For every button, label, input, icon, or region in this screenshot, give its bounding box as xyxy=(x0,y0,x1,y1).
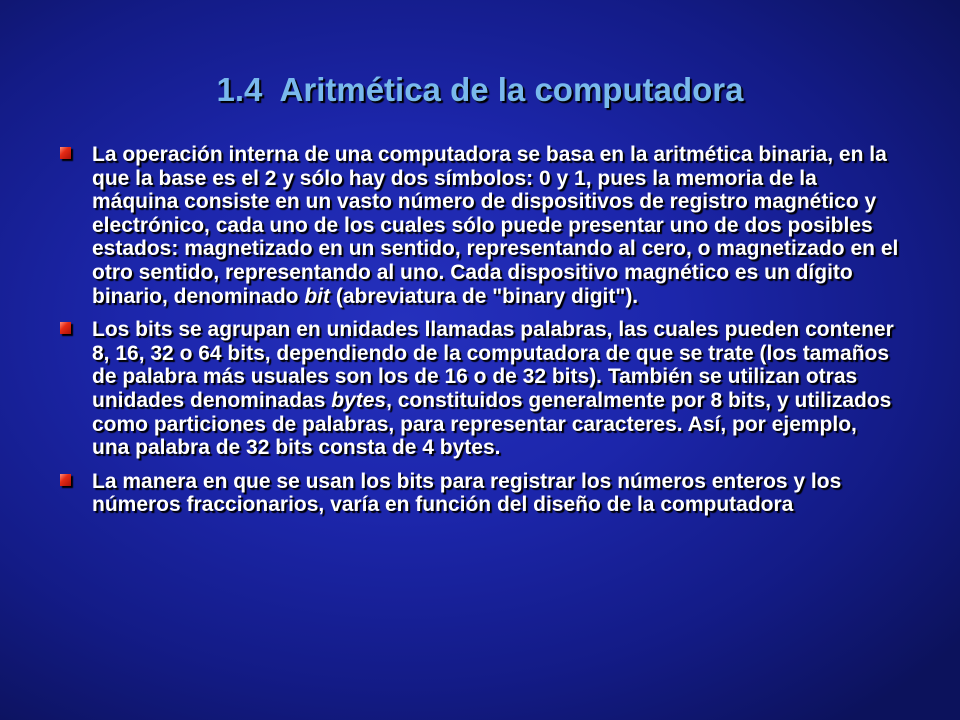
bullet-item xyxy=(60,143,900,308)
bullet-square-icon xyxy=(60,322,71,334)
bullet-item xyxy=(60,318,900,460)
bullet-text: La manera en que se usan los bits para registrar los números enteros y los números fraccionarios, varía en función del diseño de la computadora xyxy=(92,469,842,517)
bullet-item xyxy=(60,470,900,517)
bullet-text: Los bits se agrupan en unidades llamadas palabras, las cuales pueden contener 8, 16, 32 o 64 bits, dependiendo de la computadora de que se trate (los tamaños de palabra más usuales son los de 16 o de 32 bits). También se utilizan otras unidades denominadas bytes, constituidos generalmente por 8 bits, y utilizados como particiones de palabras, para representar caracteres. Así, por ejemplo, una palabra de 32 bits consta de 4 bytes. xyxy=(92,318,894,460)
bullet-text: La operación interna de una computadora se basa en la aritmética binaria, en la que la base es el 2 y sólo hay dos símbolos: 0 y 1, pues la memoria de la máquina consiste en un vasto número de dispositivos de registro magnético y electrónico, cada uno de los cuales sólo puede presentar uno de dos posibles estados: magnetizado en un sentido, representando al cero, o magnetizado en el otro sentido, representando al uno. Cada dispositivo magnético es un dígito binario, denominado bit (abreviatura de "binary digit"). xyxy=(92,143,899,308)
term-bytes: bytes xyxy=(331,388,387,412)
bullet-square-icon xyxy=(60,147,71,159)
slide-title: 1.4 Aritmética de la computadora xyxy=(216,71,744,108)
bullet-list xyxy=(60,143,900,527)
bullet-square-icon xyxy=(60,474,71,486)
term-bit: bit xyxy=(304,284,330,308)
